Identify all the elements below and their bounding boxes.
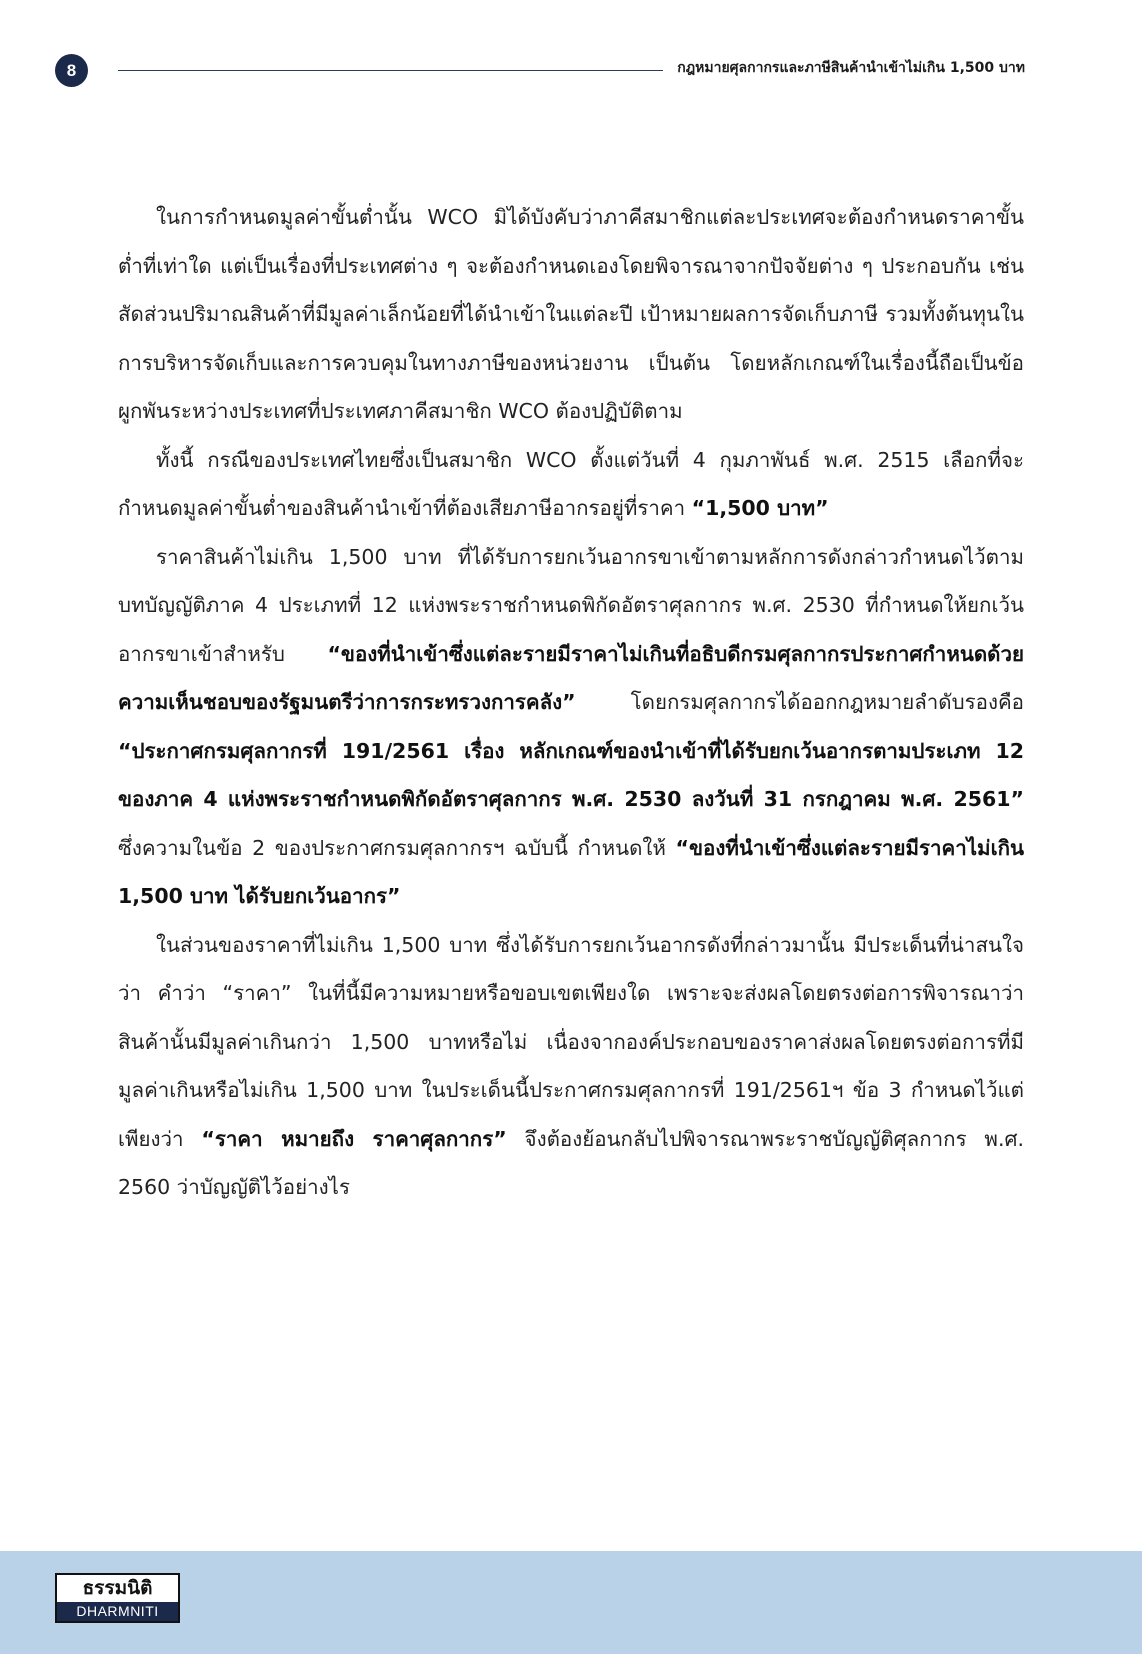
running-title: กฎหมายศุลกากรและภาษีสินค้านำเข้าไม่เกิน 1,500 บาท (677, 60, 1025, 76)
page-number-badge (55, 54, 88, 87)
body-text (118, 193, 1024, 1212)
paragraph-2 (118, 436, 1024, 533)
paragraph-4 (118, 921, 1024, 1212)
logo-thai-text: ธรรมนิติ (82, 1577, 153, 1599)
paragraph-3-text-1: ราคาสินค้าไม่เกิน 1,500 บาท ที่ได้รับการยกเว้นอากรขาเข้าตามหลักการดังกล่าวกำหนดไว้ตามบทบัญญัติภาค 4 ประเภทที่ 12 แห่งพระราชกำหนดพิกัดอัตราศุลกากร พ.ศ. 2530 ที่กำหนดให้ยกเว้นอากรขาเข้าสำหรับ (118, 544, 1024, 666)
paragraph-4-text-2: จึงต้องย้อนกลับไปพิจารณาพระราชบัญญัติศุลกากร พ.ศ. 2560 ว่าบัญญัติไว้อย่างไร (118, 1126, 1024, 1199)
page-number: 8 (66, 60, 77, 80)
paragraph-4-text-1: ในส่วนของราคาที่ไม่เกิน 1,500 บาท ซึ่งได้รับการยกเว้นอากรดังที่กล่าวมานั้น มีประเด็นที่น่าสนใจว่า คำว่า “ราคา” ในที่นี้มีความหมายหรือขอบเขตเพียงใด เพราะจะส่งผลโดยตรงต่อการพิจารณาว่าสินค้านั้นมีมูลค่าเกินกว่า 1,500 บาทหรือไม่ เนื่องจากองค์ประกอบของราคาส่งผลโดยตรงต่อการที่มีมูลค่าเกินหรือไม่เกิน 1,500 บาท ในประเด็นนี้ประกาศกรมศุลกากรที่ 191/2561ฯ ข้อ 3 กำหนดไว้แต่เพียงว่า (118, 932, 1024, 1151)
paragraph-4-bold: “ราคา หมายถึง ราคาศุลกากร” (201, 1126, 507, 1151)
header-divider (118, 70, 663, 71)
paragraph-2-bold: “1,500 บาท” (691, 496, 829, 520)
paragraph-3-text-3: ซึ่งความในข้อ 2 ของประกาศกรมศุลกากรฯ ฉบับนี้ กำหนดให้ (118, 835, 676, 860)
paragraph-2-text: ทั้งนี้ กรณีของประเทศไทยซึ่งเป็นสมาชิก WCO ตั้งแต่วันที่ 4 กุมภาพันธ์ พ.ศ. 2515 เลือกที่จะกำหนดมูลค่าขั้นต่ำของสินค้านำเข้าที่ต้องเสียภาษีอากรอยู่ที่ราคา (118, 447, 1024, 520)
paragraph-3-bold-2: “ประกาศกรมศุลกากรที่ 191/2561 เรื่อง หลักเกณฑ์ของนำเข้าที่ได้รับยกเว้นอากรตามประเภท 12 ของภาค 4 แห่งพระราชกำหนดพิกัดอัตราศุลกากร พ.ศ. 2530 ลงวันที่ 31 กรกฎาคม พ.ศ. 2561” (118, 738, 1024, 811)
paragraph-1 (118, 193, 1024, 436)
paragraph-1-text: ในการกำหนดมูลค่าขั้นต่ำนั้น WCO มิได้บังคับว่าภาคีสมาชิกแต่ละประเทศจะต้องกำหนดราคาขั้นต่ำที่เท่าใด แต่เป็นเรื่องที่ประเทศต่าง ๆ จะต้องกำหนดเองโดยพิจารณาจากปัจจัยต่าง ๆ ประกอบกัน เช่น สัดส่วนปริมาณสินค้าที่มีมูลค่าเล็กน้อยที่ได้นำเข้าในแต่ละปี เป้าหมายผลการจัดเก็บภาษี รวมทั้งต้นทุนในการบริหารจัดเก็บและการควบคุมในทางภาษีของหน่วยงาน เป็นต้น โดยหลักเกณฑ์ในเรื่องนี้ถือเป็นข้อผูกพันระหว่างประเทศที่ประเทศภาคีสมาชิก WCO ต้องปฏิบัติตาม (118, 205, 1024, 423)
logo-latin-text: DHARMNITI (57, 1602, 178, 1621)
paragraph-3-text-2: โดยกรมศุลกากรได้ออกกฎหมายลำดับรองคือ (575, 690, 1024, 714)
paragraph-3-bold-1: “ของที่นำเข้าซึ่งแต่ละรายมีราคาไม่เกินที่อธิบดีกรมศุลกากรประกาศกำหนดด้วยความเห็นชอบของรัฐมนตรีว่าการกระทรวงการคลัง” (118, 641, 1024, 714)
paragraph-3 (118, 533, 1024, 921)
paragraph-3-bold-3: “ของที่นำเข้าซึ่งแต่ละรายมีราคาไม่เกิน 1,500 บาท ได้รับยกเว้นอากร” (118, 835, 1024, 908)
dharmniti-logo (55, 1573, 180, 1623)
